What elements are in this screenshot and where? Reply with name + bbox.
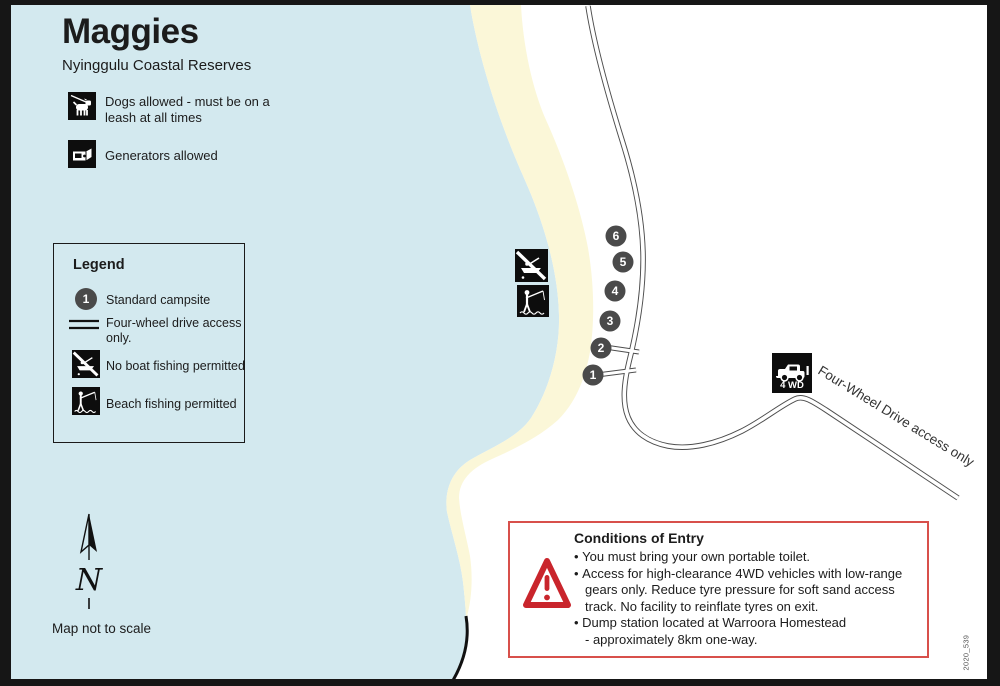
warning-triangle-icon [522,555,572,611]
fourwd-icon [772,353,812,393]
dogs-allowed-label: Dogs allowed - must be on a leash at all times [105,94,270,126]
svg-text:6: 6 [612,229,620,243]
no-boat-fishing-icon [515,249,548,282]
condition-subnote: - approximately 8km one-way. [585,631,758,647]
dog-on-leash-icon [68,92,96,120]
scale-note: Map not to scale [52,621,152,636]
legend-box [53,243,245,443]
legend-4wd-access-label: Four-wheel drive access only. [106,316,242,345]
condition-item: • You must bring your own portable toilet. [574,549,922,566]
svg-text:2: 2 [597,341,605,355]
no-boat-fishing-legend-icon [72,350,100,378]
four-wheel-drive-track-lines-icon [69,318,99,332]
svg-text:1: 1 [82,292,90,306]
svg-text:5: 5 [619,255,627,269]
page-subtitle: Nyinggulu Coastal Reserves [62,56,252,74]
campsite-marker-6 [606,226,627,247]
campsite-marker-5 [613,252,634,273]
document-code: 2020_539 [961,634,971,671]
svg-text:N: N [75,563,103,598]
campsite-marker-3 [600,311,621,332]
campsite-marker-1 [583,365,604,386]
generators-allowed-label: Generators allowed [105,148,218,163]
legend-standard-campsite-label: Standard campsite [106,293,211,307]
conditions-text [574,549,922,648]
legend-beach-fishing-label: Beach fishing permitted [106,397,237,411]
condition-item: • Access for high-clearance 4WD vehicles with low-range gears only. Reduce tyre pressure for soft sand access track. No facility to reinflate tyres on exit. [574,566,922,616]
beach-fishing-legend-icon [72,387,100,415]
road-label: Four-Wheel Drive access only [815,362,977,470]
generator-icon [68,140,96,168]
beach-fishing-icon [517,285,549,317]
north-arrow [66,510,114,612]
svg-text:1: 1 [589,368,597,382]
conditions-heading: Conditions of Entry [574,530,704,546]
svg-text:4 WD: 4 WD [780,380,804,391]
legend-heading: Legend [73,257,125,273]
campsite-marker-legend-icon [75,288,97,310]
svg-text:3: 3 [606,314,614,328]
svg-text:4: 4 [611,284,619,298]
campsite-marker-2 [591,338,612,359]
legend-no-boat-fishing-label: No boat fishing permitted [106,359,245,373]
page-title: Maggies [62,12,199,51]
campsite-marker-4 [605,281,626,302]
conditions-of-entry-box [508,521,929,658]
condition-item: • Dump station located at Warroora Homestead [574,615,922,632]
